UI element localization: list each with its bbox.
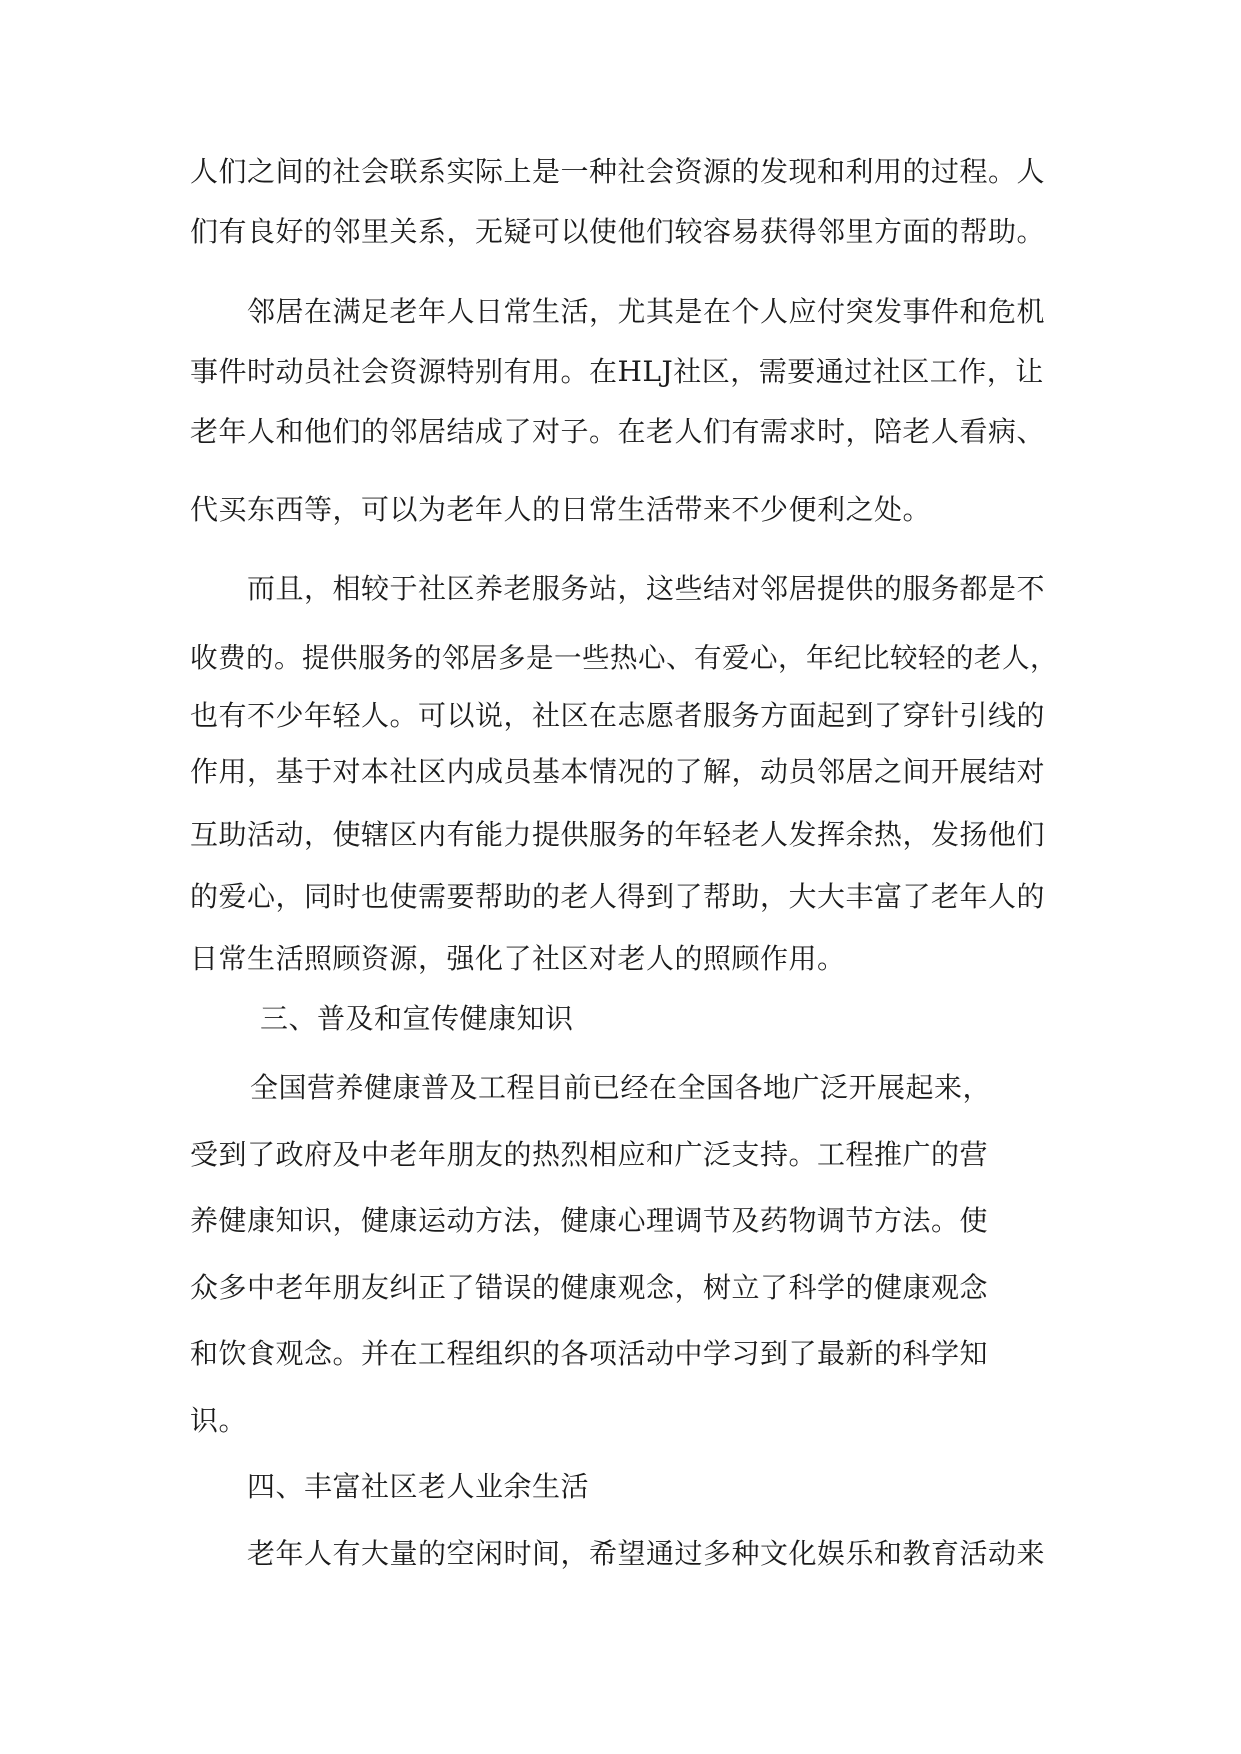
paragraph-first-line: 老年人有大量的空闲时间，希望通过多种文化娱乐和教育活动来 [247,1537,1046,1570]
body-text-line: 众多中老年朋友纠正了错误的健康观念，树立了科学的健康观念 [190,1271,989,1304]
body-text-line: 人们之间的社会联系实际上是一种社会资源的发现和利用的过程。人 [190,155,1046,188]
body-text-line: 识。 [190,1404,248,1437]
body-text-line: 事件时动员社会资源特别有用。在HLJ社区，需要通过社区工作，让 [190,355,1044,388]
paragraph-first-line: 全国营养健康普及工程目前已经在全国各地广泛开展起来， [250,1071,992,1104]
body-text-line: 作用，基于对本社区内成员基本情况的了解，动员邻居之间开展结对 [190,755,1046,788]
paragraph-first-line: 而且，相较于社区养老服务站，这些结对邻居提供的服务都是不 [247,572,1046,605]
body-text-line: 们有良好的邻里关系，无疑可以使他们较容易获得邻里方面的帮助。 [190,215,1046,248]
body-text-line: 代买东西等，可以为老年人的日常生活带来不少便利之处。 [190,493,932,526]
paragraph-first-line: 邻居在满足老年人日常生活，尤其是在个人应付突发事件和危机 [247,295,1046,328]
section-heading: 四、丰富社区老人业余生活 [247,1470,590,1503]
body-text-line: 收费的。提供服务的邻居多是一些热心、有爱心，年纪比较轻的老人， [190,642,1058,674]
body-text-line: 受到了政府及中老年朋友的热烈相应和广泛支持。工程推广的营 [190,1138,989,1171]
body-text-line: 和饮食观念。并在工程组织的各项活动中学习到了最新的科学知 [190,1337,989,1370]
body-text-line: 也有不少年轻人。可以说，社区在志愿者服务方面起到了穿针引线的 [190,699,1046,732]
body-text-line: 的爱心，同时也使需要帮助的老人得到了帮助，大大丰富了老年人的 [190,880,1046,913]
body-text-line: 养健康知识，健康运动方法，健康心理调节及药物调节方法。使 [190,1204,989,1237]
body-text-line: 日常生活照顾资源，强化了社区对老人的照顾作用。 [190,942,846,975]
body-text-line: 老年人和他们的邻居结成了对子。在老人们有需求时，陪老人看病、 [190,415,1046,448]
section-heading: 三、普及和宣传健康知识 [260,1002,574,1035]
body-text-line: 互助活动，使辖区内有能力提供服务的年轻老人发挥余热，发扬他们 [190,818,1046,851]
